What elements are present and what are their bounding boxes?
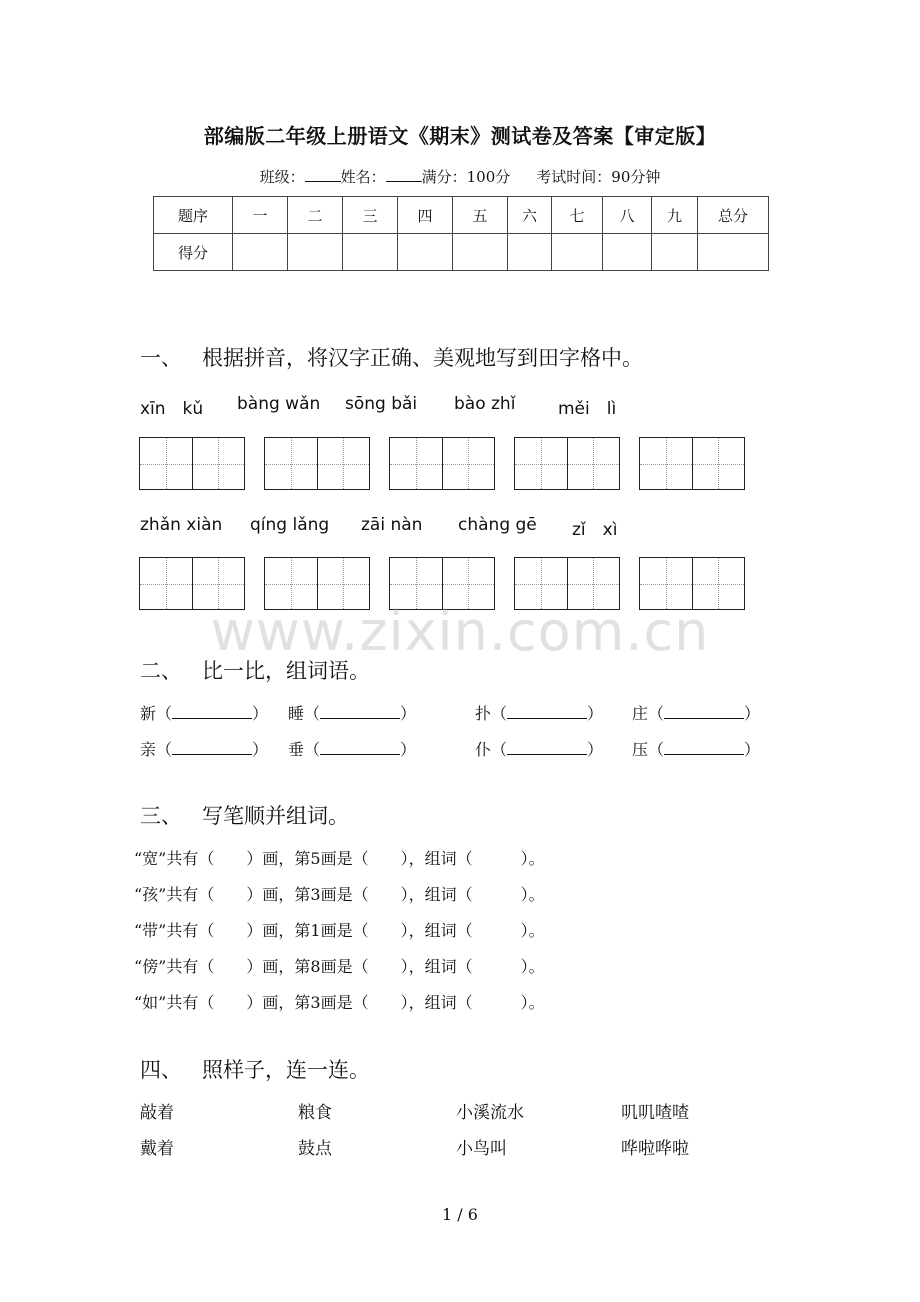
pinyin: zǐ xì	[572, 520, 618, 540]
full-score: 满分：100分	[421, 168, 511, 186]
word-prompt: （ ），组词（ ）。	[352, 849, 545, 868]
score-table-row	[154, 234, 769, 271]
target-char: “宽”	[134, 849, 167, 868]
target-char: “孩”	[134, 885, 167, 904]
writing-grid[interactable]	[139, 437, 245, 490]
watermark: www.zixin.com.cn	[210, 600, 710, 663]
pinyin: zāi nàn	[361, 515, 423, 535]
section-1-heading	[140, 342, 643, 372]
nth-stroke-prompt: 第8画是	[294, 957, 353, 976]
document-title: 部编版二年级上册语文《期末》测试卷及答案【审定版】	[203, 124, 717, 148]
word-prompt: （ ），组词（ ）。	[352, 885, 545, 904]
exam-info	[0, 166, 920, 187]
answer-blank[interactable]	[664, 704, 744, 719]
section-1-number: 一、	[140, 346, 182, 370]
header-cell: 九	[652, 197, 698, 234]
match-item[interactable]: 小鸟叫	[456, 1139, 507, 1159]
compare-item: 压（ ）	[632, 740, 761, 759]
stroke-count-prompt: 共有（ ）画，	[166, 993, 295, 1012]
match-item[interactable]: 叽叽喳喳	[621, 1103, 689, 1123]
compare-char: 压	[632, 740, 649, 759]
stroke-question	[134, 846, 545, 869]
section-2-number: 二、	[140, 659, 182, 683]
word-prompt: （ ），组词（ ）。	[352, 957, 545, 976]
target-char: “如”	[134, 993, 167, 1012]
header-cell: 七	[552, 197, 603, 234]
header-cell: 六	[508, 197, 552, 234]
score-table	[153, 196, 769, 271]
score-cell[interactable]	[453, 234, 508, 271]
compare-char: 亲	[140, 740, 157, 759]
header-cell: 二	[288, 197, 343, 234]
writing-grid[interactable]	[514, 437, 620, 490]
match-item[interactable]: 敲着	[140, 1103, 174, 1123]
stroke-count-prompt: 共有（ ）画，	[166, 849, 295, 868]
compare-char: 新	[140, 704, 157, 723]
answer-blank[interactable]	[320, 704, 400, 719]
writing-grid[interactable]	[389, 437, 495, 490]
compare-item: 扑（ ）	[475, 704, 604, 723]
nth-stroke-prompt: 第1画是	[294, 921, 353, 940]
compare-char: 庄	[632, 704, 649, 723]
header-cell: 题序	[154, 197, 233, 234]
pinyin: chàng gē	[458, 515, 537, 535]
section-2-heading	[140, 655, 370, 685]
compare-item: 睡（ ）	[288, 704, 417, 723]
score-cell[interactable]	[508, 234, 552, 271]
target-char: “带”	[134, 921, 167, 940]
answer-blank[interactable]	[172, 704, 252, 719]
exam-time: 考试时间：90分钟	[536, 168, 661, 186]
section-4-heading	[140, 1054, 370, 1084]
score-cell[interactable]	[398, 234, 453, 271]
section-1-title: 根据拼音，将汉字正确、美观地写到田字格中。	[202, 346, 643, 370]
match-item[interactable]: 粮食	[298, 1103, 332, 1123]
compare-char: 仆	[475, 740, 492, 759]
pinyin: bàng wǎn	[237, 394, 321, 414]
score-cell[interactable]	[552, 234, 603, 271]
stroke-count-prompt: 共有（ ）画，	[166, 957, 295, 976]
score-table-header	[154, 197, 769, 234]
section-4-number: 四、	[140, 1058, 182, 1082]
section-2-title: 比一比，组词语。	[202, 659, 370, 683]
answer-blank[interactable]	[320, 740, 400, 755]
stroke-question	[134, 882, 545, 905]
header-cell: 八	[603, 197, 652, 234]
score-cell[interactable]	[288, 234, 343, 271]
match-item[interactable]: 戴着	[140, 1139, 174, 1159]
answer-blank[interactable]	[507, 704, 587, 719]
writing-grid[interactable]	[639, 437, 745, 490]
stroke-count-prompt: 共有（ ）画，	[166, 885, 295, 904]
answer-blank[interactable]	[664, 740, 744, 755]
stroke-question	[134, 954, 545, 977]
word-prompt: （ ），组词（ ）。	[352, 921, 545, 940]
header-cell: 总分	[698, 197, 769, 234]
compare-char: 睡	[288, 704, 305, 723]
class-label: 班级：	[259, 168, 305, 186]
answer-blank[interactable]	[172, 740, 252, 755]
match-item[interactable]: 哗啦哗啦	[621, 1139, 689, 1159]
compare-item: 新（ ）	[140, 704, 269, 723]
compare-char: 垂	[288, 740, 305, 759]
compare-char: 扑	[475, 704, 492, 723]
answer-blank[interactable]	[507, 740, 587, 755]
name-label: 姓名：	[340, 168, 386, 186]
nth-stroke-prompt: 第5画是	[294, 849, 353, 868]
score-cell[interactable]	[698, 234, 769, 271]
compare-item: 仆（ ）	[475, 740, 604, 759]
match-item[interactable]: 小溪流水	[456, 1103, 524, 1123]
pinyin: qíng lǎng	[250, 515, 330, 535]
stroke-question	[134, 990, 545, 1013]
section-3-number: 三、	[140, 804, 182, 828]
pinyin: sōng bǎi	[345, 394, 418, 414]
header-cell: 三	[343, 197, 398, 234]
compare-item: 垂（ ）	[288, 740, 417, 759]
nth-stroke-prompt: 第3画是	[294, 885, 353, 904]
score-cell[interactable]	[233, 234, 288, 271]
score-cell[interactable]	[603, 234, 652, 271]
pinyin: xīn kǔ	[140, 399, 204, 419]
name-blank	[386, 167, 422, 182]
row-label: 得分	[154, 234, 233, 271]
section-4-title: 照样子，连一连。	[202, 1058, 370, 1082]
stroke-count-prompt: 共有（ ）画，	[166, 921, 295, 940]
header-cell: 五	[453, 197, 508, 234]
header-cell: 四	[398, 197, 453, 234]
score-cell[interactable]	[343, 234, 398, 271]
score-cell[interactable]	[652, 234, 698, 271]
pinyin: bào zhǐ	[454, 394, 516, 414]
pinyin: zhǎn xiàn	[140, 515, 223, 535]
word-prompt: （ ），组词（ ）。	[352, 993, 545, 1012]
header-cell: 一	[233, 197, 288, 234]
section-3-heading	[140, 800, 349, 830]
pinyin: měi lì	[558, 399, 617, 419]
stroke-question	[134, 918, 545, 941]
target-char: “傍”	[134, 957, 167, 976]
match-item[interactable]: 鼓点	[298, 1139, 332, 1159]
page-number: 1 / 6	[442, 1205, 478, 1224]
compare-item: 亲（ ）	[140, 740, 269, 759]
compare-item: 庄（ ）	[632, 704, 761, 723]
section-3-title: 写笔顺并组词。	[202, 804, 349, 828]
nth-stroke-prompt: 第3画是	[294, 993, 353, 1012]
class-blank	[305, 167, 341, 182]
writing-grid[interactable]	[264, 437, 370, 490]
